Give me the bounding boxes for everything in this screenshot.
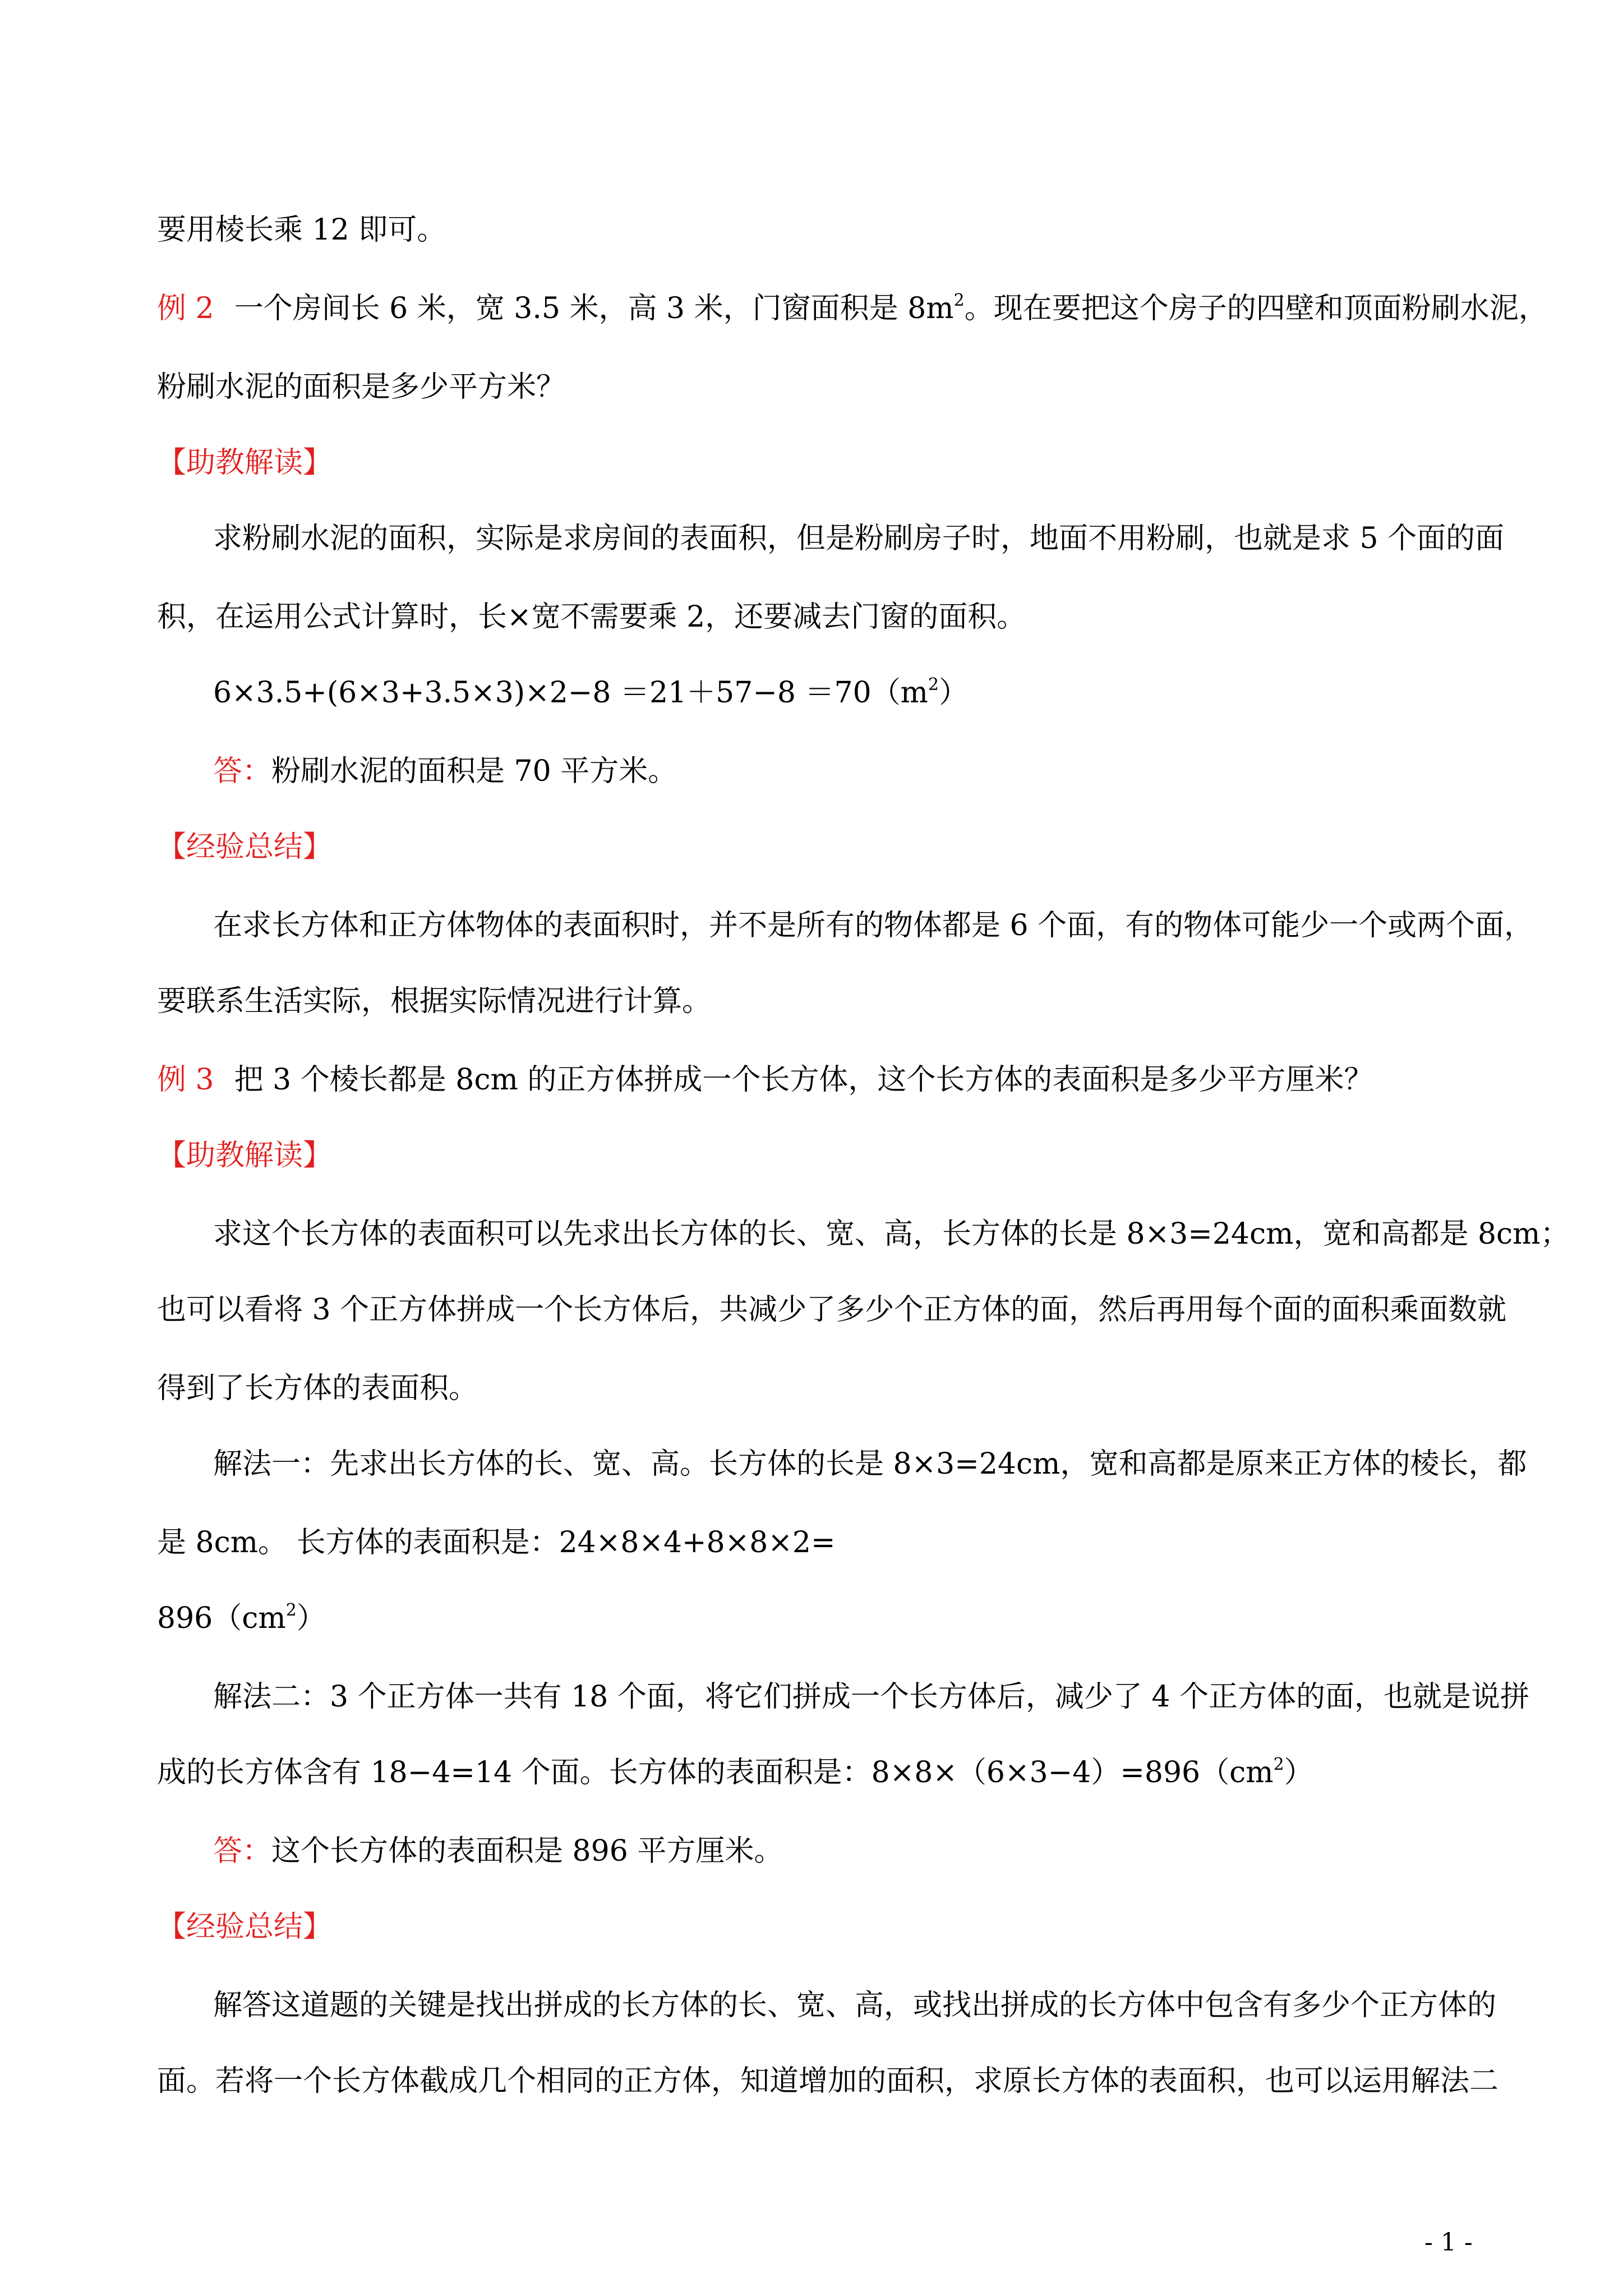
text-line bbox=[157, 1290, 1507, 1329]
text-line bbox=[213, 1986, 1497, 2025]
superscript: 2 bbox=[953, 291, 965, 310]
section-heading-zongjie bbox=[157, 827, 1492, 867]
heading-text: 【经验总结】 bbox=[157, 830, 333, 864]
answer-line bbox=[213, 1832, 1492, 1871]
text: 得到了长方体的表面积。 bbox=[157, 1372, 478, 1405]
text-line bbox=[157, 367, 1492, 407]
formula: 896（cm bbox=[157, 1602, 286, 1635]
text-line bbox=[213, 1677, 1529, 1717]
formula-end: ） bbox=[1284, 1756, 1313, 1789]
answer-label: 答： bbox=[213, 754, 272, 788]
example-2-label: 例 2 bbox=[157, 292, 214, 325]
heading-text: 【助教解读】 bbox=[157, 446, 333, 480]
formula-line bbox=[157, 1599, 1492, 1638]
text: 要联系生活实际，根据实际情况进行计算。 bbox=[157, 984, 712, 1018]
text: 也可以看将 3 个正方体拼成一个长方体后，共减少了多少个正方体的面，然后再用每个面的面积乘面数就 bbox=[157, 1293, 1507, 1327]
text: 解答这道题的关键是找出拼成的长方体的长、宽、高，或找出拼成的长方体中包含有多少个正方体的 bbox=[213, 1989, 1497, 2022]
example-3-line bbox=[157, 1060, 1492, 1099]
section-heading-zongjie bbox=[157, 1907, 1492, 1947]
text-line bbox=[213, 906, 1534, 945]
text: 解法一：先求出长方体的长、宽、高。长方体的长是 8×3=24cm，宽和高都是原来正方体的棱长，都 bbox=[213, 1447, 1527, 1481]
superscript: 2 bbox=[285, 1600, 297, 1620]
example-2-text-end: 。现在要把这个房子的四壁和顶面粉刷水泥， bbox=[964, 292, 1548, 325]
text-line bbox=[213, 1444, 1527, 1484]
text: 积，在运用公式计算时，长×宽不需要乘 2，还要减去门窗的面积。 bbox=[157, 600, 1026, 634]
section-heading-jiedu bbox=[157, 1136, 1492, 1175]
answer-label: 答： bbox=[213, 1834, 272, 1868]
text-line bbox=[157, 210, 1492, 250]
formula-line bbox=[157, 1753, 1492, 1792]
text: 是 8cm。 长方体的表面积是：24×8×4+8×8×2= bbox=[157, 1526, 836, 1559]
text-line bbox=[157, 1523, 1492, 1562]
answer-text: 这个长方体的表面积是 896 平方厘米。 bbox=[271, 1834, 783, 1868]
text: 解法二：3 个正方体一共有 18 个面，将它们拼成一个长方体后，减少了 4 个正方体的面，也就是说拼 bbox=[213, 1680, 1529, 1714]
text-line bbox=[157, 982, 1492, 1021]
heading-text: 【助教解读】 bbox=[157, 1139, 333, 1172]
text: 在求长方体和正方体物体的表面积时，并不是所有的物体都是 6 个面，有的物体可能少一个或两个面， bbox=[213, 909, 1534, 942]
superscript: 2 bbox=[1273, 1755, 1284, 1774]
answer-text: 粉刷水泥的面积是 70 平方米。 bbox=[271, 754, 677, 788]
section-heading-jiedu bbox=[157, 443, 1492, 482]
superscript: 2 bbox=[928, 675, 939, 694]
heading-text: 【经验总结】 bbox=[157, 1910, 333, 1944]
text-line bbox=[213, 519, 1505, 558]
text-line bbox=[213, 1214, 1570, 1254]
text: 成的长方体含有 18−4=14 个面。长方体的表面积是：8×8×（6×3−4）=896（cm bbox=[157, 1756, 1274, 1789]
text-line bbox=[157, 2062, 1499, 2101]
example-3-text: 把 3 个棱长都是 8cm 的正方体拼成一个长方体，这个长方体的表面积是多少平方厘米？ bbox=[234, 1063, 1373, 1097]
example-2-text: 一个房间长 6 米，宽 3.5 米，高 3 米，门窗面积是 8m bbox=[234, 292, 954, 325]
text: 要用棱长乘 12 即可。 bbox=[157, 213, 446, 247]
text: 求这个长方体的表面积可以先求出长方体的长、宽、高，长方体的长是 8×3=24cm，宽和高都是 8cm； bbox=[213, 1217, 1570, 1251]
formula-line bbox=[213, 673, 1492, 712]
formula-end: ） bbox=[939, 676, 969, 710]
example-3-label: 例 3 bbox=[157, 1063, 214, 1097]
text-line bbox=[157, 1369, 1492, 1408]
formula-end: ） bbox=[296, 1602, 326, 1635]
text-line bbox=[157, 597, 1492, 637]
example-2-line bbox=[157, 289, 1548, 328]
answer-line bbox=[213, 752, 1492, 791]
text: 求粉刷水泥的面积，实际是求房间的表面积，但是粉刷房子时，地面不用粉刷，也就是求 5 个面的面 bbox=[213, 522, 1505, 555]
text: 粉刷水泥的面积是多少平方米？ bbox=[157, 370, 566, 404]
page-number: - 1 - bbox=[1424, 2228, 1473, 2257]
formula: 6×3.5+(6×3+3.5×3)×2−8 ＝21＋57−8 ＝70（m bbox=[213, 676, 928, 710]
text: 面。若将一个长方体截成几个相同的正方体，知道增加的面积，求原长方体的表面积，也可以运用解法二 bbox=[157, 2064, 1499, 2098]
